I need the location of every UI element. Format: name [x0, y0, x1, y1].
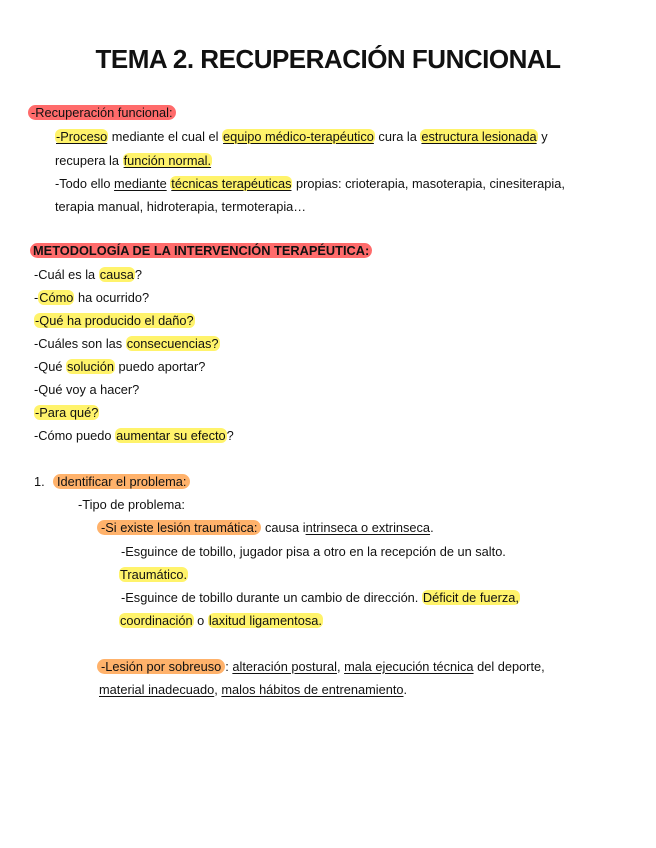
underlined-term: malos hábitos de entrenamiento [221, 682, 404, 697]
text-span: ha ocurrido? [74, 290, 150, 305]
question-line [34, 312, 195, 330]
text-line [119, 566, 188, 584]
highlight-term: estructura lesionada [421, 129, 537, 144]
text-line [121, 589, 520, 607]
text-line [55, 175, 565, 193]
text-span: puedo aportar? [114, 359, 206, 374]
text-span: causa i [261, 520, 306, 535]
text-span: mediante el cual el [108, 129, 223, 144]
underlined-term: ntrinseca o extrinseca [305, 520, 431, 535]
text-span: -Esguince de tobillo durante un cambio de dirección. [121, 590, 422, 605]
heading-highlight: Identificar el problema: [53, 474, 190, 489]
text-span: recupera la [55, 153, 123, 168]
text-line: terapia manual, hidroterapia, termoterapia… [55, 199, 307, 214]
text-span: . [403, 682, 408, 697]
text-span: , [336, 659, 345, 674]
highlight-term: función normal. [123, 153, 212, 168]
highlight-term: -Para qué? [35, 405, 99, 420]
section-heading-identificar [53, 473, 190, 491]
section-heading-recuperacion [28, 104, 176, 122]
highlight-term: equipo médico-terapéutico [223, 129, 374, 144]
heading-highlight: METODOLOGÍA DE LA INTERVENCIÓN TERAPÉUTICA: [30, 243, 372, 258]
text-span: -Cuáles son las [34, 336, 126, 351]
highlight-term: laxitud ligamentosa. [208, 613, 322, 628]
text-span: o [193, 613, 208, 628]
text-line [119, 612, 323, 630]
text-span: : [225, 659, 233, 674]
highlight-term: Déficit de fuerza, [422, 590, 519, 605]
text-line [97, 658, 545, 676]
question-line [34, 404, 99, 422]
text-span: del deporte, [473, 659, 545, 674]
question-line [34, 427, 234, 445]
list-number: 1. [34, 474, 45, 489]
text-span: cura la [374, 129, 421, 144]
text-line: -Tipo de problema: [78, 497, 185, 512]
highlight-term: técnicas terapéuticas [171, 176, 292, 191]
highlight-term: -Si existe lesión traumática: [97, 520, 261, 535]
highlight-term: -Lesión por sobreuso [97, 659, 225, 674]
question-line [34, 358, 205, 376]
heading-highlight: -Recuperación funcional: [28, 105, 176, 120]
question-line [34, 335, 220, 353]
text-span: - [34, 290, 39, 305]
highlight-term: Traumático. [120, 567, 188, 582]
text-span: . [430, 520, 434, 535]
highlight-term: coordinación [120, 613, 193, 628]
highlight-term: -Proceso [56, 129, 108, 144]
question-line [34, 289, 149, 307]
text-span: ? [134, 267, 143, 282]
highlight-term: consecuencias? [126, 336, 219, 351]
underlined-term: alteración postural [232, 659, 337, 674]
text-line [55, 152, 212, 170]
text-span: -Cuál es la [34, 267, 99, 282]
text-span: y [537, 129, 548, 144]
section-heading-metodologia [30, 242, 372, 260]
question-line [34, 381, 139, 399]
text-span: , [214, 682, 222, 697]
question-line [34, 266, 142, 284]
page-title: TEMA 2. RECUPERACIÓN FUNCIONAL [95, 44, 561, 74]
underlined-term: material inadecuado [99, 682, 215, 697]
highlight-term: -Qué ha producido el daño? [35, 313, 194, 328]
highlight-term: solución [67, 359, 114, 374]
underlined-term: mala ejecución técnica [344, 659, 474, 674]
underlined-term: mediante [114, 176, 167, 191]
text-line: -Esguince de tobillo, jugador pisa a otro en la recepción de un salto. [121, 544, 506, 559]
text-span: ? [226, 428, 234, 443]
text-line [55, 128, 548, 146]
highlight-term: causa [99, 267, 134, 282]
text-span: -Qué [34, 359, 67, 374]
text-span: propias: crioterapia, masoterapia, cinesiterapia, [292, 176, 565, 191]
text-line [97, 519, 434, 537]
text-line [99, 681, 407, 699]
highlight-term: aumentar su efecto [116, 428, 226, 443]
highlight-term: Cómo [39, 290, 74, 305]
text-span: -Cómo puedo [34, 428, 116, 443]
text-span: -Qué voy a hacer? [34, 382, 140, 397]
text-span: -Todo ello [55, 176, 115, 191]
